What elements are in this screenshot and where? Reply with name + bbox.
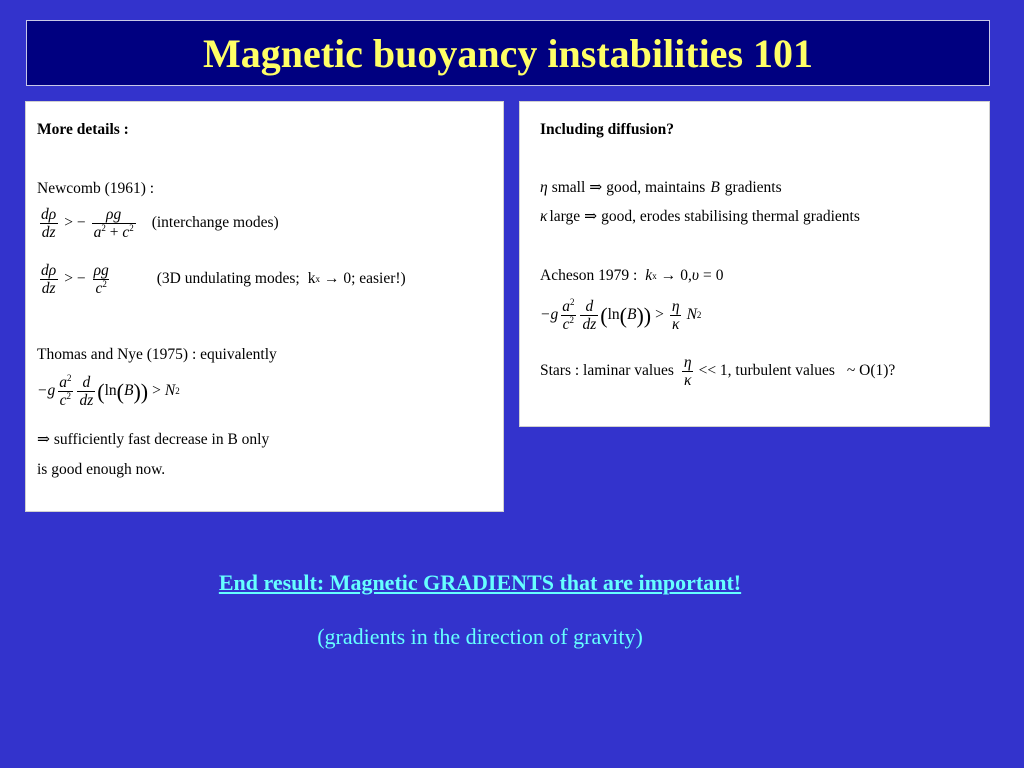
acheson-label: Acheson 1979 : xyxy=(540,267,638,284)
stars-mid: << 1, turbulent values xyxy=(698,362,835,380)
stars-suffix: ~ O(1)? xyxy=(846,362,896,380)
details-panel xyxy=(25,101,504,512)
title-banner xyxy=(26,20,990,86)
rho-g-fraction: $\frac{\rho g}{a^2 + c^2}$ xyxy=(93,206,134,242)
slide-title: Magnetic buoyancy instabilities 101 xyxy=(202,30,814,76)
gravity-note: (gradients in the direction of gravity) xyxy=(317,624,643,649)
kappa-large: large xyxy=(549,208,581,225)
rho-g-c2-fraction: $\frac{\rho g}{c^2}$ xyxy=(93,262,109,298)
conclusion-line-2: is good enough now. xyxy=(37,461,166,478)
interchange-formula: $\frac{d\rho}{dz}$ > − $\frac{\rho g}{a^2 + c^2}$ (interchange modes) xyxy=(41,206,279,242)
drho-dz-fraction-2: $\frac{d\rho}{dz}$ xyxy=(41,262,57,298)
acheson-formula: −g $\frac{a^2}{c^2}$ $\frac{d}{dz}$ ( ln ( B )) > $\frac{\eta}{\kappa}$ N 2 xyxy=(540,297,702,334)
eta-small: small xyxy=(551,179,586,196)
stars-prefix: Stars : laminar values xyxy=(540,362,674,380)
thomas-nye-formula: −g $\frac{a^2}{c^2}$ $\frac{d}{dz}$ ( ln ( B )) > N 2 xyxy=(37,373,180,410)
interchange-label: (interchange modes) xyxy=(151,214,279,232)
drho-dz-fraction: $\frac{d\rho}{dz}$ xyxy=(41,206,57,242)
acheson-line: Acheson 1979 : k x → 0, υ = 0 xyxy=(540,267,724,284)
kappa-result: good, erodes stabilising thermal gradients xyxy=(601,208,860,225)
thomas-nye-label: Thomas and Nye (1975) : equivalently xyxy=(37,346,277,363)
undulating-k: k xyxy=(307,270,316,288)
undulating-suffix: → 0; easier!) xyxy=(323,270,406,288)
newcomb-label: Newcomb (1961) : xyxy=(37,180,155,197)
kappa-line: κ large ⇒ good, erodes stabilising thermal gradients xyxy=(540,208,860,225)
diffusion-heading: Including diffusion? xyxy=(540,121,674,138)
eta-result: good, maintains xyxy=(606,179,706,196)
details-heading: More details : xyxy=(37,121,129,138)
eta-line: η small ⇒ good, maintains B gradients xyxy=(540,179,782,196)
conclusion-line-1: ⇒ sufficiently fast decrease in B only xyxy=(37,431,270,448)
undulating-prefix: (3D undulating modes; xyxy=(156,270,300,288)
stars-line: Stars : laminar values $\frac{\eta}{\kappa}$ << 1, turbulent values ~ O(1)? xyxy=(540,354,896,390)
end-result-text: End result: Magnetic GRADIENTS that are important! xyxy=(218,570,742,595)
diffusion-panel xyxy=(519,101,990,427)
undulating-formula: $\frac{d\rho}{dz}$ > − $\frac{\rho g}{c^2}$ (3D undulating modes; k x → 0; easier!) xyxy=(41,262,406,298)
eta-result-end: gradients xyxy=(724,179,782,196)
